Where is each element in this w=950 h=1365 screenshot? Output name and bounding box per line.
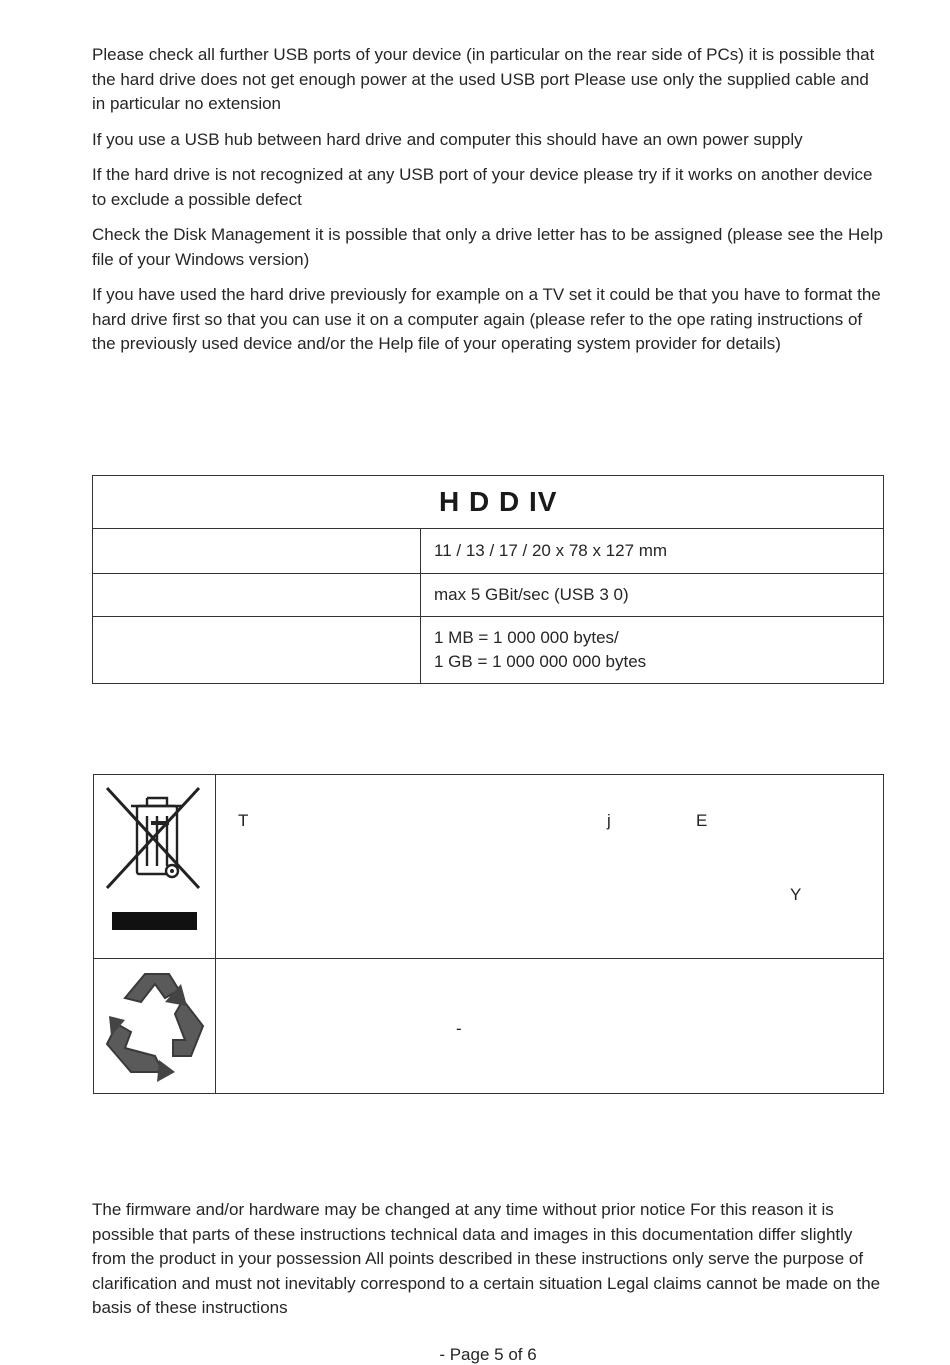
weee-icon-cell — [94, 775, 216, 959]
weee-fragment: j — [607, 811, 611, 830]
table-row — [93, 574, 884, 617]
spec-table — [92, 475, 884, 684]
spec-value-dimensions: 11 / 13 / 17 / 20 x 78 x 127 mm — [421, 529, 884, 574]
table-row — [93, 529, 884, 574]
intro-paragraph-5: If you have used the hard drive previously for example on a TV set it could be that you have to format the hard drive first so that you can use it on a computer again (please refer to the ope rating instructions of the previously used device and/or the Help file of your operating system provider for details) — [92, 285, 881, 353]
troubleshooting-section — [92, 43, 884, 368]
disposal-table — [93, 774, 884, 1094]
spec-value-capacity — [421, 617, 884, 684]
weee-text-cell — [216, 775, 884, 959]
weee-fragment: Y — [790, 885, 802, 904]
capacity-line-mb: 1 MB = 1 000 000 bytes/ — [434, 628, 619, 647]
intro-paragraph-3: If the hard drive is not recognized at any USB port of your device please try if it works on another device to exclude a possible defect — [92, 165, 873, 209]
intro-paragraph-1: Please check all further USB ports of your device (in particular on the rear side of PCs) it is possible that the hard drive does not get enough power at the used USB port Please use only the supplied cable and in particular no extension — [92, 45, 875, 113]
table-row — [94, 775, 884, 959]
intro-paragraph-2: If you use a USB hub between hard drive and computer this should have an own power supply — [92, 129, 803, 149]
recycle-icon-cell — [94, 959, 216, 1094]
recycle-fragment: - — [456, 1019, 462, 1038]
weee-crossed-bin-icon — [95, 776, 214, 952]
spec-table-header: H D D IV — [93, 476, 884, 529]
intro-paragraph-4: Check the Disk Management it is possible that only a drive letter has to be assigned (please see the Help file of your Windows version) — [92, 225, 883, 269]
weee-fragment: E — [696, 811, 708, 830]
disclaimer-paragraph: The firmware and/or hardware may be changed at any time without prior notice For this reason it is possible that parts of these instructions technical data and images in this documentation differ slightly from the product in your possession All points described in these instructions only serve the purpose of clarification and must not inevitably correspond to a certain situation Legal claims cannot be made on the basis of these instructions — [92, 1200, 881, 1317]
page-number: - Page 5 of 6 — [439, 1345, 537, 1364]
spec-value-transfer: max 5 GBit/sec (USB 3 0) — [421, 574, 884, 617]
table-row — [94, 959, 884, 1094]
spec-label — [93, 574, 421, 617]
weee-fragment: T — [238, 811, 249, 830]
spec-label — [93, 529, 421, 574]
table-row — [93, 617, 884, 684]
spec-label — [93, 617, 421, 684]
recycle-text-cell — [216, 959, 884, 1094]
recycle-icon — [95, 960, 214, 1087]
capacity-line-gb: 1 GB = 1 000 000 000 bytes — [434, 652, 647, 671]
disclaimer-section — [92, 1198, 884, 1332]
